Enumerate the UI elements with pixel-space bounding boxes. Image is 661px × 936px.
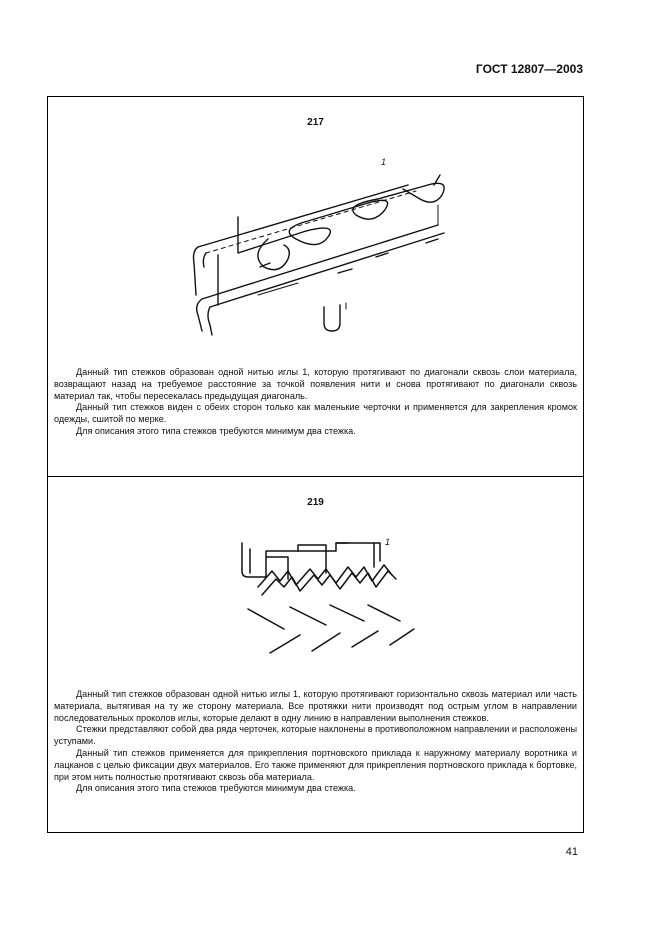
figure-number: 217 [307,117,324,128]
stitch-section-219 [47,477,584,833]
document-code: ГОСТ 12807—2003 [475,62,583,76]
paragraph: Данный тип стежков применяется для прикрепления портновского приклада к наружному материалу воротника и лацканов с целью фиксации двух материалов. Его также применяют для прикрепления портновского приклада к бортовке, при этом нить полностью протягивают сквозь оба материала. [54,747,577,782]
stitch-section-217 [47,96,584,477]
paragraph: Стежки представляют собой два ряда черточек, которые наклонены в противоположном направлении и расположены уступами. [54,724,577,747]
section-text [54,367,577,438]
stitch-217-illustration [188,155,448,335]
paragraph: Для описания этого типа стежков требуются минимум два стежка. [76,425,356,436]
paragraph: Данный тип стежков образован одной нитью иглы 1, которую протягивают горизонтально сквозь материал или часть материала, вытягивая на ту же сторону материала. Все протяжки нити производят под острым углом в направлении последовательных проколов иглы, которые делают в одну линию в направлении выполнения стежков. [54,689,577,723]
paragraph: Данный тип стежков виден с обеих сторон только как маленькие черточки и применяется для закрепления кромок одежды, сшитой по мерке. [54,402,577,425]
paragraph: Для описания этого типа стежков требуются минимум два стежка. [76,783,356,794]
paragraph: Данный тип стежков образован одной нитью иглы 1, которую протягивают по диагонали сквозь слои материала, возвращают назад на требуемое расстояние за точкой появления нити и снова протягивают по диагонали сквозь материал так, чтобы пересекалась предыдущая диагональ. [54,367,577,401]
stitch-219-illustration [228,537,418,662]
page-number: 41 [565,846,578,858]
figure-label: 1 [381,157,387,167]
figure-label: 1 [385,537,391,547]
section-text [54,689,577,795]
figure-number: 219 [307,497,324,508]
